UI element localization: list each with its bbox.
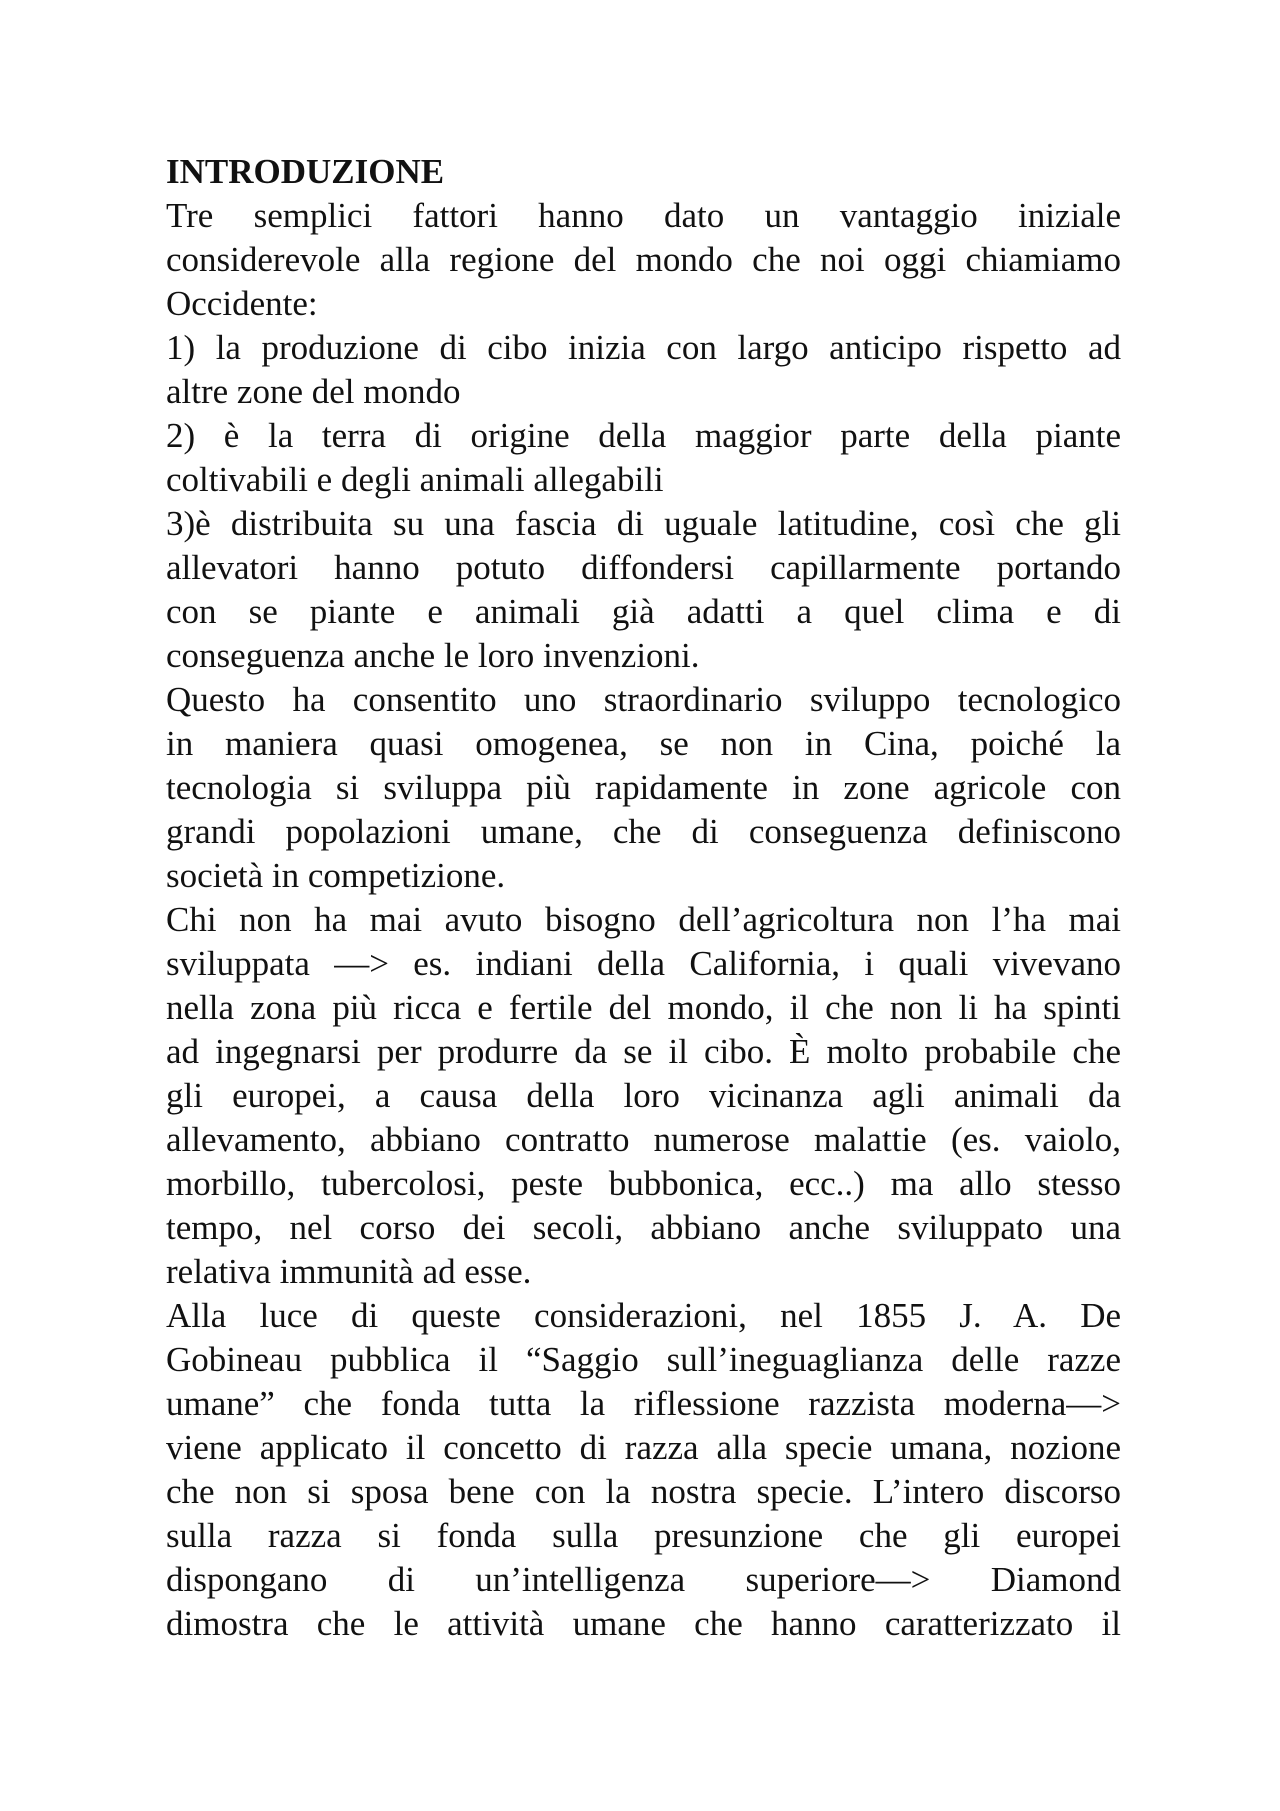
- text-line: Occidente:: [166, 284, 318, 323]
- text-line: allevamento, abbiano contratto numerose malattie (es. vaiolo,: [166, 1120, 1121, 1159]
- text-line: allevatori hanno potuto diffondersi capillarmente portando: [166, 548, 1121, 587]
- document-heading: INTRODUZIONE: [166, 152, 445, 191]
- text-line: umane” che fonda tutta la riflessione razzista moderna—>: [166, 1384, 1121, 1423]
- text-line: conseguenza anche le loro invenzioni.: [166, 636, 700, 675]
- text-line: sulla razza si fonda sulla presunzione che gli europei: [166, 1516, 1121, 1555]
- text-line: morbillo, tubercolosi, peste bubbonica, ecc..) ma allo stesso: [166, 1164, 1121, 1203]
- document-body: [166, 194, 1121, 1646]
- text-line: tempo, nel corso dei secoli, abbiano anche sviluppato una: [166, 1208, 1121, 1247]
- text-line: Chi non ha mai avuto bisogno dell’agricoltura non l’ha mai: [166, 900, 1121, 939]
- text-line: con se piante e animali già adatti a quel clima e di: [166, 592, 1121, 631]
- text-line: che non si sposa bene con la nostra specie. L’intero discorso: [166, 1472, 1121, 1511]
- text-line: 2) è la terra di origine della maggior parte della piante: [166, 416, 1121, 455]
- text-line: sviluppata —> es. indiani della California, i quali vivevano: [166, 944, 1121, 983]
- text-line: Questo ha consentito uno straordinario sviluppo tecnologico: [166, 680, 1121, 719]
- text-line: tecnologia si sviluppa più rapidamente in zone agricole con: [166, 768, 1121, 807]
- text-line: Tre semplici fattori hanno dato un vantaggio iniziale: [166, 196, 1121, 235]
- text-line: ad ingegnarsi per produrre da se il cibo. È molto probabile che: [166, 1032, 1121, 1071]
- document-page: [166, 150, 1121, 1646]
- text-line: 1) la produzione di cibo inizia con largo anticipo rispetto ad: [166, 328, 1121, 367]
- text-line: Alla luce di queste considerazioni, nel 1855 J. A. De: [166, 1296, 1121, 1335]
- text-line: Gobineau pubblica il “Saggio sull’ineguaglianza delle razze: [166, 1340, 1121, 1379]
- text-line: nella zona più ricca e fertile del mondo, il che non li ha spinti: [166, 988, 1121, 1027]
- text-line: considerevole alla regione del mondo che noi oggi chiamiamo: [166, 240, 1121, 279]
- text-line: grandi popolazioni umane, che di conseguenza definiscono: [166, 812, 1121, 851]
- text-line: viene applicato il concetto di razza alla specie umana, nozione: [166, 1428, 1121, 1467]
- text-line: in maniera quasi omogenea, se non in Cina, poiché la: [166, 724, 1121, 763]
- text-line: dispongano di un’intelligenza superiore—> Diamond: [166, 1560, 1121, 1599]
- text-line: dimostra che le attività umane che hanno caratterizzato il: [166, 1604, 1121, 1643]
- text-line: gli europei, a causa della loro vicinanza agli animali da: [166, 1076, 1121, 1115]
- text-line: altre zone del mondo: [166, 372, 461, 411]
- text-line: relativa immunità ad esse.: [166, 1252, 532, 1291]
- text-line: società in competizione.: [166, 856, 506, 895]
- text-line: coltivabili e degli animali allegabili: [166, 460, 664, 499]
- text-line: 3)è distribuita su una fascia di uguale latitudine, così che gli: [166, 504, 1121, 543]
